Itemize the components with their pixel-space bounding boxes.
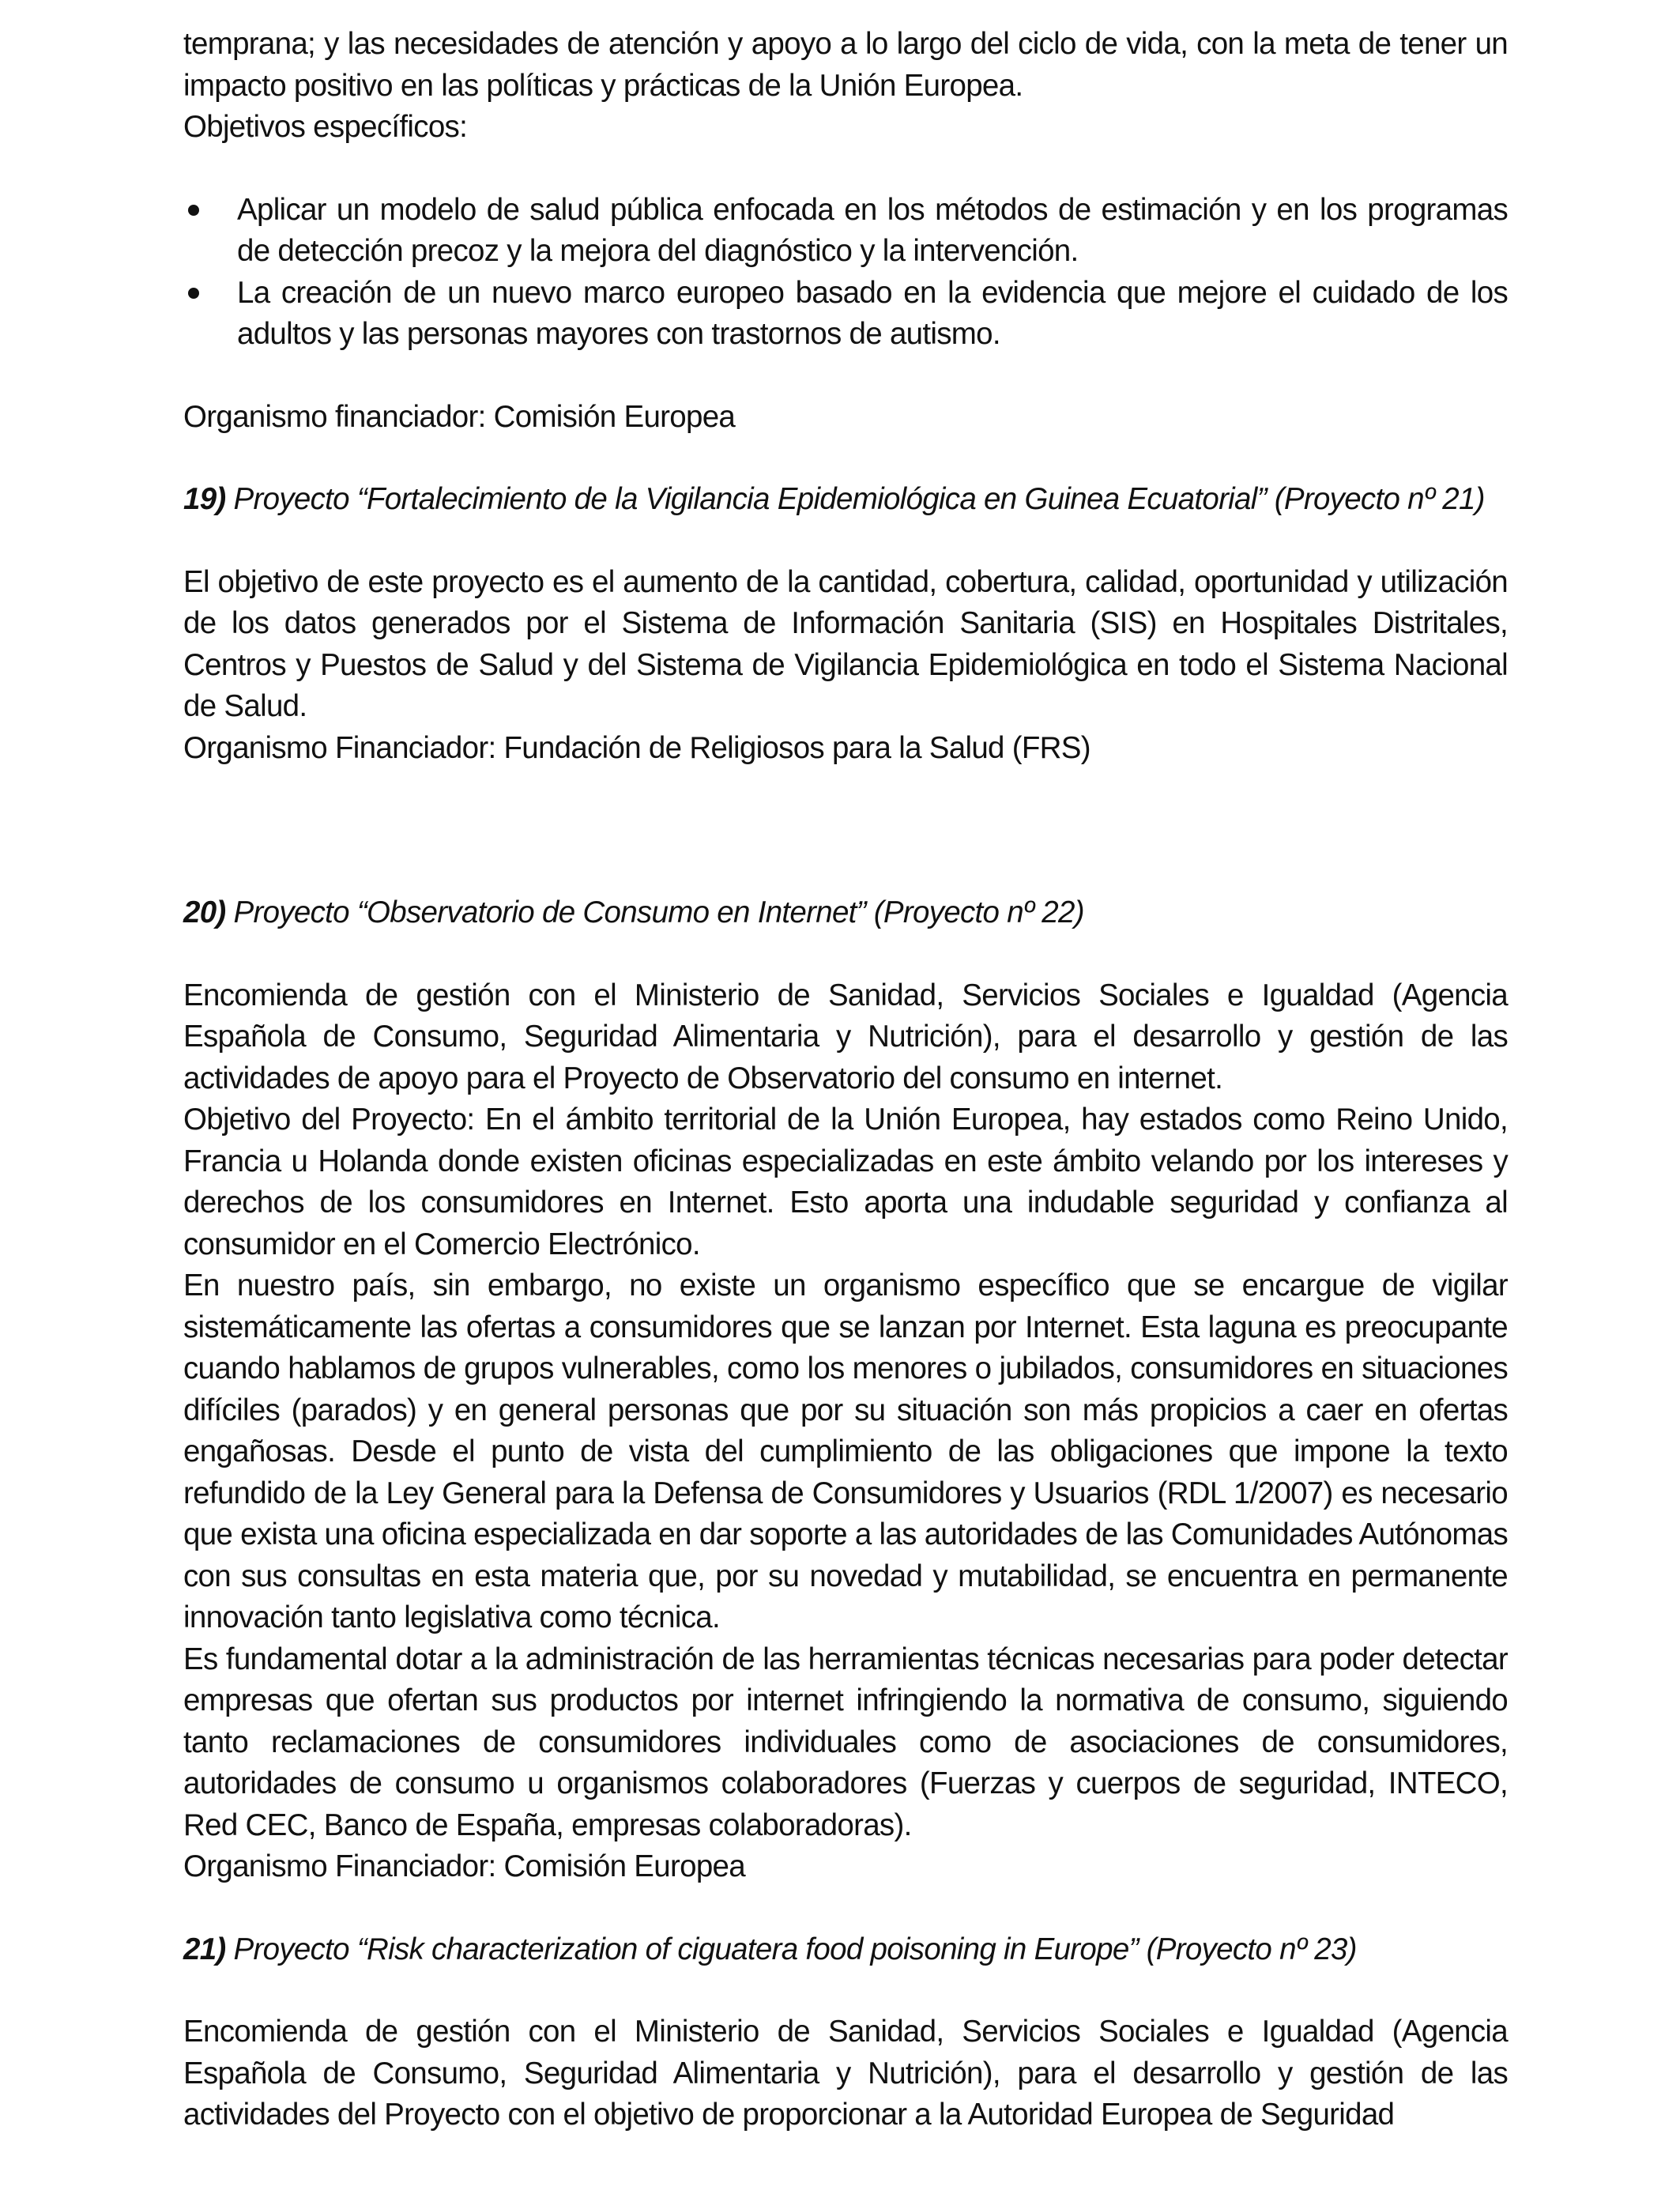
list-item xyxy=(183,190,1508,273)
section-body: El objetivo de este proyecto es el aumento de la cantidad, cobertura, calidad, oportunidad y utilización de los datos generados por el Sistema de Información Sanitaria (SIS) en Hospitales Distritales, Centros y Puestos de Salud y del Sistema de Vigilancia Epidemiológica en todo el Sistema Nacional de Salud. xyxy=(183,564,1508,723)
spacer xyxy=(183,1970,1508,2011)
section-title: Proyecto “Observatorio de Consumo en Internet” (Proyecto nº 22) xyxy=(225,895,1084,929)
spacer xyxy=(183,769,1508,892)
section-title: Proyecto “Risk characterization of ciguatera food poisoning in Europe” (Proyecto nº 23) xyxy=(225,1932,1357,1966)
section-heading-20 xyxy=(183,892,1508,934)
funder-line: Organismo financiador: Comisión Europea xyxy=(183,399,736,434)
section-heading-21 xyxy=(183,1929,1508,1971)
spacer xyxy=(183,149,1508,190)
spacer xyxy=(183,356,1508,397)
funder-line: Organismo Financiador: Comisión Europea xyxy=(183,1849,745,1883)
section-paragraph: Es fundamental dotar a la administración de las herramientas técnicas necesarias para poder detectar empresas que ofertan sus productos por internet infringiendo la normativa de consumo, siguiendo tanto reclamaciones de consumidores individuales como de asociaciones de consumidores, autoridades de consumo u organismos colaboradores (Fuerzas y cuerpos de seguridad, INTECO, Red CEC, Banco de España, empresas colaboradoras). xyxy=(183,1642,1508,1842)
bullet-icon xyxy=(188,288,199,299)
section-paragraph: En nuestro país, sin embargo, no existe un organismo específico que se encargue de vigilar sistemáticamente las ofertas a consumidores que se lanzan por Internet. Esta laguna es preocupante cuando hablamos de grupos vulnerables, como los menores o jubilados, consumidores en situaciones difíciles (parados) y en general personas que por su situación son más propicios a caer en ofertas engañosas. Desde el punto de vista del cumplimiento de las obligaciones que impone la texto refundido de la Ley General para la Defensa de Consumidores y Usuarios (RDL 1/2007) es necesario que exista una oficina especializada en dar soporte a las autoridades de las Comunidades Autónomas con sus consultas en esta materia que, por su novedad y mutabilidad, se encuentra en permanente innovación tanto legislativa como técnica. xyxy=(183,1269,1508,1634)
section-paragraph: Encomienda de gestión con el Ministerio de Sanidad, Servicios Sociales e Igualdad (Agencia Española de Consumo, Seguridad Alimentaria y Nutrición), para el desarrollo y gestión de las actividades de apoyo para el Proyecto de Observatorio del consumo en internet. xyxy=(183,978,1508,1095)
list-item-text: Aplicar un modelo de salud pública enfocada en los métodos de estimación y en los programas de detección precoz y la mejora del diagnóstico y la intervención. xyxy=(237,192,1508,268)
spacer xyxy=(183,521,1508,562)
objectives-list xyxy=(183,190,1508,356)
list-item xyxy=(183,273,1508,356)
section-title: Proyecto “Fortalecimiento de la Vigilancia Epidemiológica en Guinea Ecuatorial” (Proyecto nº 21) xyxy=(225,482,1485,516)
section-number: 21) xyxy=(183,1932,226,1966)
objectives-label: Objetivos específicos: xyxy=(183,110,468,144)
spacer xyxy=(183,934,1508,975)
spacer xyxy=(183,438,1508,479)
spacer xyxy=(183,1888,1508,1929)
section-heading-19 xyxy=(183,479,1508,521)
document-page xyxy=(183,24,1508,2136)
list-item-text: La creación de un nuevo marco europeo basado en la evidencia que mejore el cuidado de los adultos y las personas mayores con trastornos de autismo. xyxy=(237,275,1508,351)
intro-paragraph: temprana; y las necesidades de atención y apoyo a lo largo del ciclo de vida, con la meta de tener un impacto positivo en las políticas y prácticas de la Unión Europea. xyxy=(183,27,1508,103)
section-paragraph: Objetivo del Proyecto: En el ámbito territorial de la Unión Europea, hay estados como Reino Unido, Francia u Holanda donde existen oficinas especializadas en este ámbito velando por los intereses y derechos de los consumidores en Internet. Esto aporta una indudable seguridad y confianza al consumidor en el Comercio Electrónico. xyxy=(183,1103,1508,1261)
bullet-icon xyxy=(188,205,199,216)
section-number: 19) xyxy=(183,482,226,516)
funder-line: Organismo Financiador: Fundación de Religiosos para la Salud (FRS) xyxy=(183,730,1090,765)
section-paragraph: Encomienda de gestión con el Ministerio de Sanidad, Servicios Sociales e Igualdad (Agencia Española de Consumo, Seguridad Alimentaria y Nutrición), para el desarrollo y gestión de las actividades del Proyecto con el objetivo de proporcionar a la Autoridad Europea de Seguridad xyxy=(183,2015,1508,2132)
section-number: 20) xyxy=(183,895,226,929)
